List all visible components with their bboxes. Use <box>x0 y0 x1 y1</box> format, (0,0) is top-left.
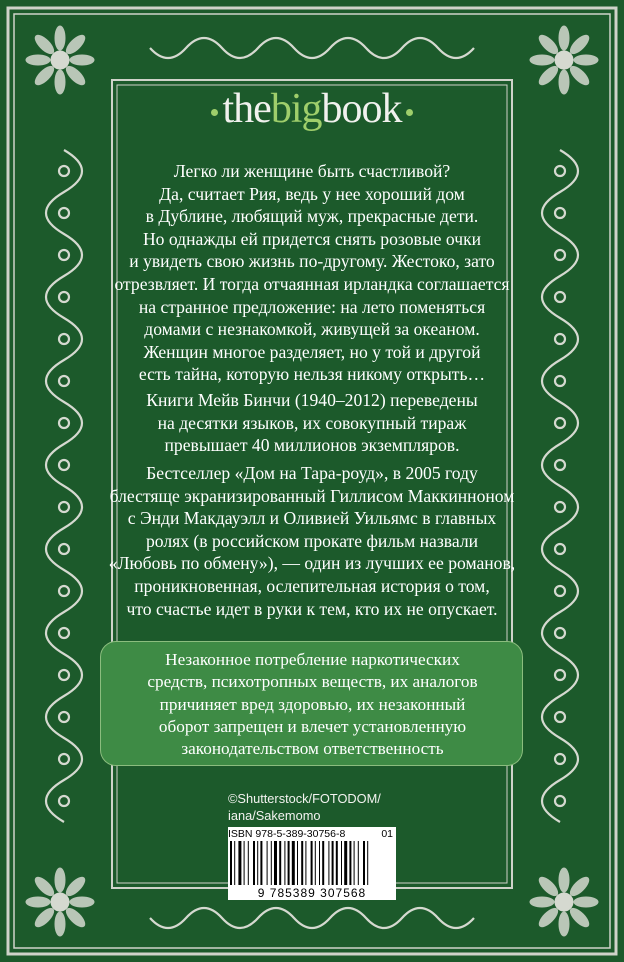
warning-line: Незаконное потребление наркотических <box>165 650 460 669</box>
barcode-bar <box>234 841 235 885</box>
barcode-bar <box>363 841 365 885</box>
health-warning-text <box>101 649 524 760</box>
corner-rosette <box>51 51 69 69</box>
corner-leaf <box>536 32 560 56</box>
blurb-line: Бестселлер «Дом на Тара-роуд», в 2005 году <box>146 463 478 483</box>
blurb-line: есть тайна, которую нельзя никому открыть… <box>138 364 486 385</box>
blurb-line: на десятки языков, их совокупный тираж <box>157 412 467 433</box>
blurb-line: ролях (в российском прокате фильм назвали <box>145 530 479 551</box>
vine-ornament <box>150 908 474 928</box>
corner-leaf <box>64 906 88 930</box>
blurb-line: Книги Мейв Бинчи (1940–2012) переведены <box>146 390 478 410</box>
corner-leaf <box>70 897 94 907</box>
corner-leaf <box>32 906 56 930</box>
corner-leaf <box>530 55 554 65</box>
vine-ornament <box>150 38 474 58</box>
vine-bud <box>555 628 565 638</box>
warning-line: средств, психотропных веществ, их аналогов <box>147 672 478 692</box>
corner-leaf <box>32 874 56 898</box>
logo-dot-right <box>406 109 413 116</box>
warning-line: оборот запрещен и влечет установленную <box>158 716 467 736</box>
logo-big: big <box>270 86 322 132</box>
blurb-paragraph-1 <box>0 160 624 386</box>
isbn-suffix: 01 <box>381 828 393 840</box>
vine-bud <box>555 754 565 764</box>
barcode-bar <box>336 841 338 885</box>
corner-leaf <box>64 64 88 88</box>
corner-leaf <box>536 906 560 930</box>
blurb-paragraph-2 <box>0 389 624 457</box>
corner-leaf <box>536 64 560 88</box>
barcode-bar <box>238 841 241 885</box>
logo-book: book <box>321 86 402 132</box>
blurb-line: превышает 40 миллионов экземпляров. <box>164 435 460 456</box>
vine-bud <box>555 796 565 806</box>
barcode-bar <box>274 841 277 885</box>
corner-rosette <box>51 893 69 911</box>
blurb-line: проникновенная, ослепительная история о том, <box>134 575 490 596</box>
corner-leaf <box>32 32 56 56</box>
blurb-line: Да, считает Рия, ведь у нее хороший дом <box>159 183 465 204</box>
barcode-bar <box>319 841 320 885</box>
corner-leaf <box>64 32 88 56</box>
barcode-bar <box>260 841 262 885</box>
barcode-bar <box>248 841 249 885</box>
barcode-bar <box>344 841 347 885</box>
barcode-bar <box>354 841 355 885</box>
corner-leaf <box>32 64 56 88</box>
corner-leaf <box>559 26 569 50</box>
barcode-bar <box>297 841 298 885</box>
blurb-line: с Энди Макдауэлл и Оливией Уильямс в главных <box>127 508 497 529</box>
barcode-bars <box>230 841 394 885</box>
vine-bud <box>59 712 69 722</box>
barcode-bar <box>328 841 329 885</box>
barcode-bar <box>267 841 268 885</box>
barcode-bar <box>244 841 245 885</box>
barcode-bar <box>279 841 281 885</box>
barcode-bar <box>332 841 334 885</box>
vine-bud <box>59 628 69 638</box>
credit-line: ©Shutterstock/FOTODOM/ <box>228 791 381 806</box>
barcode-bar <box>301 841 303 885</box>
publisher-logo <box>0 85 624 133</box>
corner-leaf <box>574 55 598 65</box>
corner-leaf <box>55 912 65 936</box>
health-warning-box <box>100 641 523 766</box>
barcode-bar <box>305 841 306 885</box>
logo-the: the <box>222 86 271 132</box>
corner-leaf <box>55 26 65 50</box>
warning-line: законодательством ответственность <box>181 739 444 759</box>
barcode-bar <box>358 841 359 885</box>
blurb-line: домами с незнакомкой, живущей за океаном. <box>144 319 480 340</box>
corner-leaf <box>574 897 598 907</box>
barcode-bar <box>341 841 342 885</box>
isbn-number: ISBN 978-5-389-30756-8 <box>228 828 346 840</box>
credit-line: iana/Sakemomo <box>228 807 321 823</box>
isbn-label <box>228 828 396 840</box>
corner-leaf <box>26 55 50 65</box>
photo-credit <box>228 791 381 824</box>
corner-leaf <box>64 874 88 898</box>
vine-bud <box>59 796 69 806</box>
corner-rosette <box>555 893 573 911</box>
barcode-bar <box>230 841 232 885</box>
barcode-digits: 9 785389 307568 <box>257 886 367 900</box>
corner-leaf <box>530 897 554 907</box>
blurb-paragraph-3 <box>0 462 624 620</box>
corner-leaf <box>568 64 592 88</box>
barcode-bar <box>315 841 316 885</box>
barcode-bar <box>288 841 290 885</box>
blurb-line: что счастье идет в руки к тем, кто их не опускает. <box>126 598 498 619</box>
corner-leaf <box>55 868 65 892</box>
corner-leaf <box>559 868 569 892</box>
blurb-line: Но однажды ей придется снять розовые очки <box>142 228 482 249</box>
barcode-bar <box>322 841 324 885</box>
isbn-barcode <box>228 827 396 900</box>
corner-leaf <box>536 874 560 898</box>
blurb-line: в Дублине, любящий муж, прекрасные дети. <box>145 206 479 227</box>
barcode-bar <box>257 841 258 885</box>
barcode-bar <box>311 841 313 885</box>
barcode-bar <box>367 841 368 885</box>
corner-leaf <box>26 897 50 907</box>
corner-rosette <box>555 51 573 69</box>
barcode-bar <box>349 841 351 885</box>
corner-leaf <box>568 874 592 898</box>
vine-bud <box>59 754 69 764</box>
corner-leaf <box>568 32 592 56</box>
blurb-line: Женщин многое разделяет, но у той и другой <box>143 341 481 362</box>
vine-bud <box>59 670 69 680</box>
blurb-line: блестяще экранизированный Гиллисом Маккинноном <box>109 485 515 506</box>
warning-line: причиняет вред здоровью, их незаконный <box>159 694 466 714</box>
corner-leaf <box>568 906 592 930</box>
logo-dot-left <box>211 109 218 116</box>
corner-leaf <box>70 55 94 65</box>
vine-bud <box>555 670 565 680</box>
barcode-bar <box>271 841 272 885</box>
blurb-line: «Любовь по обмену»), — один из лучших ее романов, <box>108 553 516 574</box>
barcode-bar <box>253 841 255 885</box>
barcode-bar <box>284 841 285 885</box>
vine-bud <box>555 712 565 722</box>
blurb-line: и увидеть свою жизнь по-другому. Жестоко, зато <box>129 251 495 272</box>
barcode-bar <box>292 841 295 885</box>
blurb-line: Легко ли женщине быть счастливой? <box>173 161 451 181</box>
blurb-line: отрезвляет. И тогда отчаянная ирландка соглашается <box>114 273 510 294</box>
blurb-line: на странное предложение: на лето поменяться <box>138 296 486 317</box>
corner-leaf <box>559 912 569 936</box>
